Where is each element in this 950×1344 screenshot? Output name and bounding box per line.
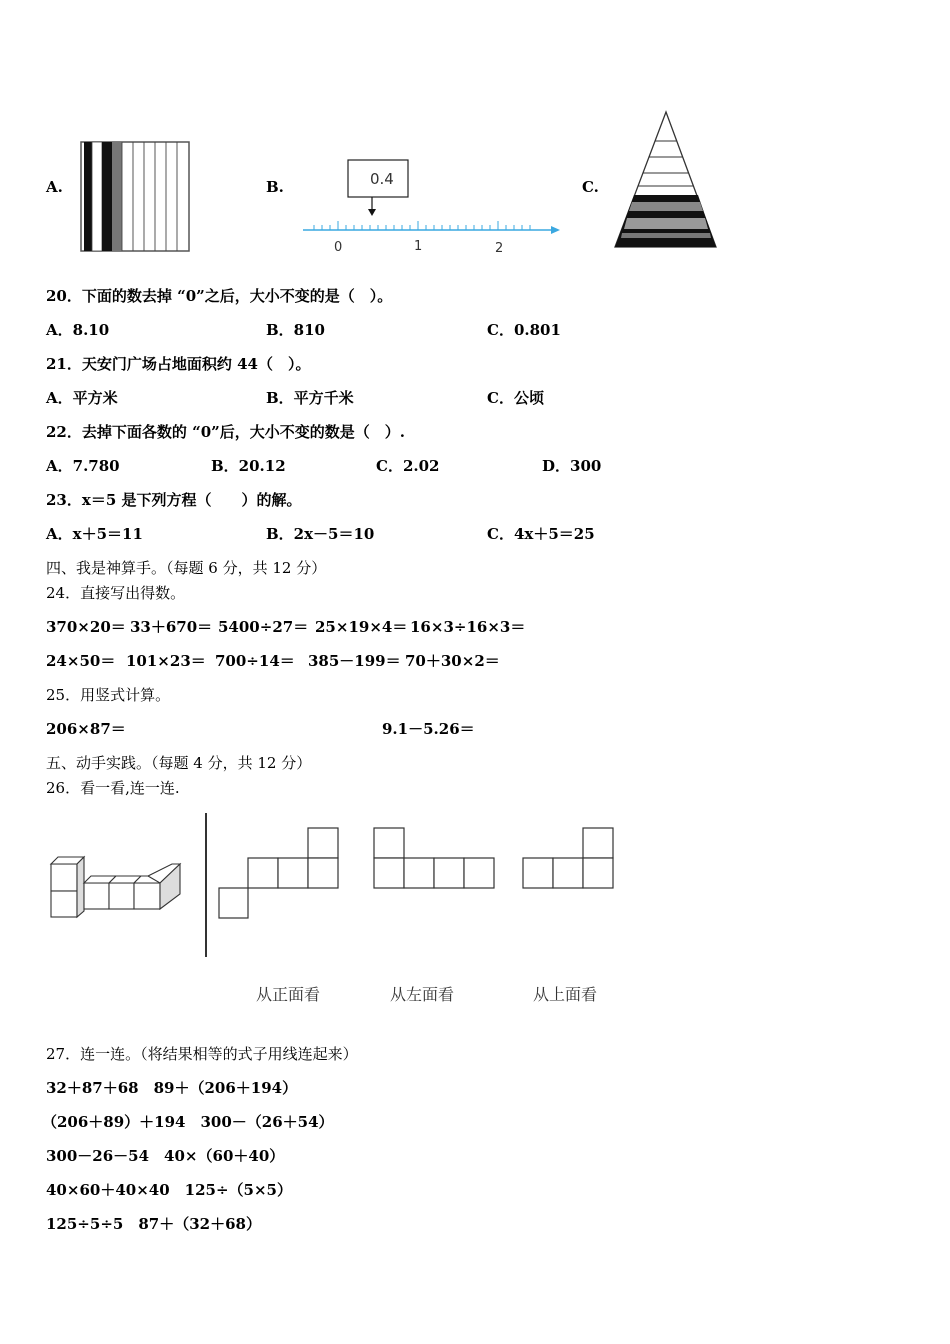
tick-label-1: 1 [414,239,423,254]
q24-expr-2-5: 70＋30×2＝ [405,652,500,670]
question-23-stem: 23．x＝5 是下列方程（ ）的解。 [46,491,302,509]
q27-row-4: 40×60＋40×40 125÷（5×5） [46,1181,292,1199]
question-25-stem: 25．用竖式计算。 [46,686,171,704]
q24-expr-1-3: 5400÷27＝ [218,618,309,636]
fraction-strip-figure [80,141,192,253]
q27-row-1: 32＋87＋68 89＋（206＋194） [46,1079,298,1097]
question-26-stem: 26．看一看,连一连. [46,779,180,797]
q25-right-expr: 9.1－5.26＝ [382,720,475,738]
q24-expr-1-5: 16×3÷16×3＝ [410,618,526,636]
question-22-stem: 22．去掉下面各数的 “0”后，大小不变的数是（ ）. [46,423,406,441]
option-c-label: C. [582,178,599,196]
question-20-option-a[interactable]: A．8.10 [46,321,110,339]
q24-expr-1-4: 25×19×4＝ [315,618,408,636]
q24-expr-2-3: 700÷14＝ [215,652,295,670]
question-22-option-c[interactable]: C．2.02 [376,457,440,475]
view-label-left: 从左面看 [390,985,455,1004]
q25-left-expr: 206×87＝ [46,720,126,738]
cube-solid-figure [46,850,186,922]
question-21-option-b[interactable]: B．平方千米 [266,389,354,407]
triangle-figure [612,108,722,253]
tick-label-2: 2 [495,241,504,256]
question-21-option-c[interactable]: C．公顷 [487,389,544,407]
question-20-option-b[interactable]: B．810 [266,321,325,339]
question-22-option-d[interactable]: D．300 [542,457,602,475]
q27-row-3: 300－26－54 40×（60＋40） [46,1147,285,1165]
q24-expr-1-1: 370×20＝ [46,618,126,636]
front-view-figure [218,826,342,920]
option-b-label: B. [266,178,284,196]
q24-expr-2-2: 101×23＝ [126,652,206,670]
section-5-title: 五、动手实践。（每题 4 分，共 12 分） [46,754,312,772]
question-22-option-a[interactable]: A．7.780 [46,457,120,475]
number-line-box-value: 0.4 [370,170,394,188]
question-27-stem: 27．连一连。（将结果相等的式子用线连起来） [46,1045,358,1063]
number-line-figure [298,155,568,260]
q24-expr-2-1: 24×50＝ [46,652,116,670]
question-20-stem: 20．下面的数去掉 “0”之后，大小不变的是（ ）。 [46,287,393,305]
divider-line [205,813,207,957]
q27-row-5: 125÷5÷5 87＋（32＋68） [46,1215,261,1233]
view-label-top: 从上面看 [533,985,598,1004]
tick-label-0: 0 [334,240,343,255]
q24-expr-2-4: 385－199＝ [308,652,401,670]
question-23-option-b[interactable]: B．2x－5＝10 [266,525,375,543]
top-view-figure [521,826,617,890]
question-21-option-a[interactable]: A．平方米 [46,389,118,407]
option-a-label: A. [46,178,63,196]
left-view-figure [372,826,498,890]
question-20-option-c[interactable]: C．0.801 [487,321,561,339]
question-24-stem: 24．直接写出得数。 [46,584,186,602]
question-23-option-a[interactable]: A．x＋5＝11 [46,525,143,543]
section-4-title: 四、我是神算手。（每题 6 分，共 12 分） [46,559,327,577]
question-22-option-b[interactable]: B．20.12 [211,457,286,475]
question-21-stem: 21．天安门广场占地面积约 44（ ）。 [46,355,311,373]
question-23-option-c[interactable]: C．4x＋5＝25 [487,525,595,543]
view-label-front: 从正面看 [256,985,321,1004]
q27-row-2: （206＋89）＋194 300－（26＋54） [42,1113,334,1131]
q24-expr-1-2: 33＋670＝ [130,618,213,636]
